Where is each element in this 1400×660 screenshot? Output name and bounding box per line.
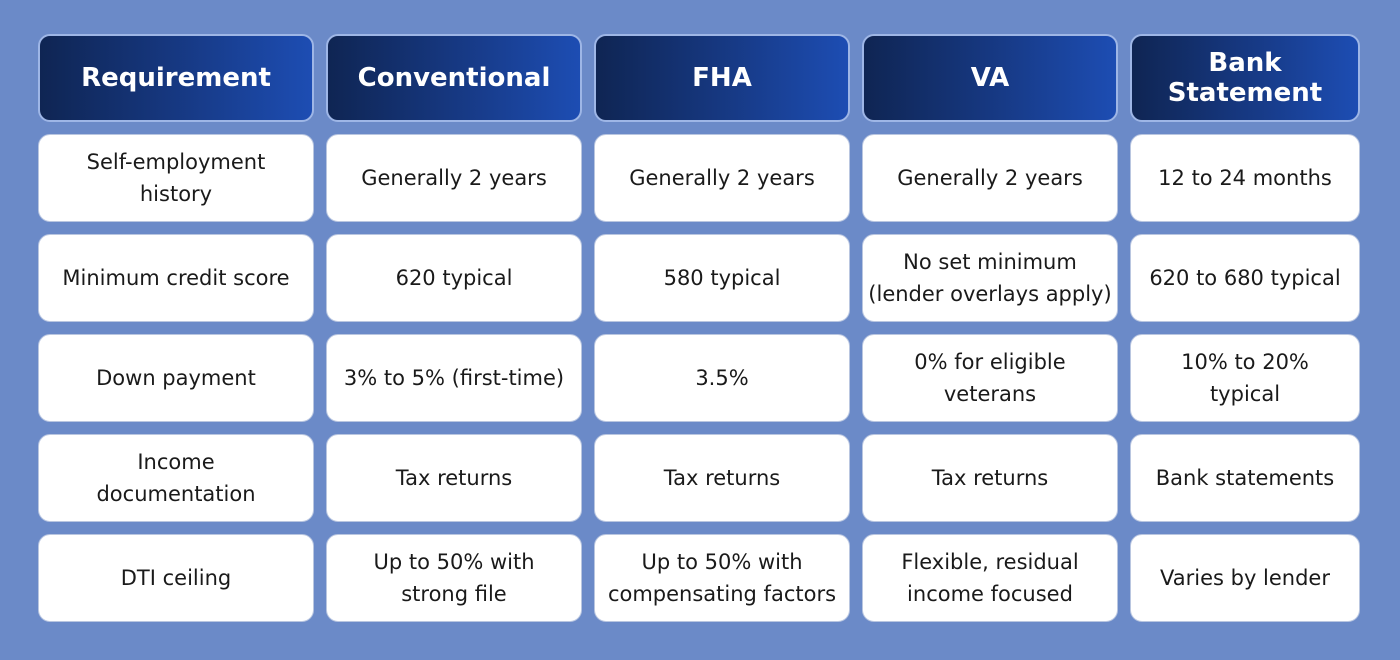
comparison-table: [38, 34, 1360, 622]
table-cell: 620 typical: [326, 234, 582, 322]
table-cell: Up to 50% with compensating factors: [594, 534, 850, 622]
table-cell: Tax returns: [862, 434, 1118, 522]
table-cell: 0% for eligible veterans: [862, 334, 1118, 422]
table-cell: Varies by lender: [1130, 534, 1360, 622]
table-cell: 3.5%: [594, 334, 850, 422]
header-fha: FHA: [594, 34, 850, 122]
table-cell: Tax returns: [326, 434, 582, 522]
table-cell: No set minimum (lender overlays apply): [862, 234, 1118, 322]
row-label-income-documentation: Income documentation: [38, 434, 314, 522]
table-cell: 3% to 5% (first-time): [326, 334, 582, 422]
table-cell: Bank statements: [1130, 434, 1360, 522]
table-cell: Up to 50% with strong file: [326, 534, 582, 622]
table-cell: Generally 2 years: [594, 134, 850, 222]
table-cell: Generally 2 years: [326, 134, 582, 222]
table-cell: Generally 2 years: [862, 134, 1118, 222]
table-cell: Flexible, residual income focused: [862, 534, 1118, 622]
row-label-credit-score: Minimum credit score: [38, 234, 314, 322]
header-va: VA: [862, 34, 1118, 122]
table-cell: 620 to 680 typical: [1130, 234, 1360, 322]
row-label-dti-ceiling: DTI ceiling: [38, 534, 314, 622]
table-cell: 12 to 24 months: [1130, 134, 1360, 222]
header-conventional: Conventional: [326, 34, 582, 122]
table-cell: Tax returns: [594, 434, 850, 522]
header-bank-statement: Bank Statement: [1130, 34, 1360, 122]
row-label-down-payment: Down payment: [38, 334, 314, 422]
header-requirement: Requirement: [38, 34, 314, 122]
row-label-self-employment: Self-employment history: [38, 134, 314, 222]
table-cell: 10% to 20% typical: [1130, 334, 1360, 422]
table-cell: 580 typical: [594, 234, 850, 322]
